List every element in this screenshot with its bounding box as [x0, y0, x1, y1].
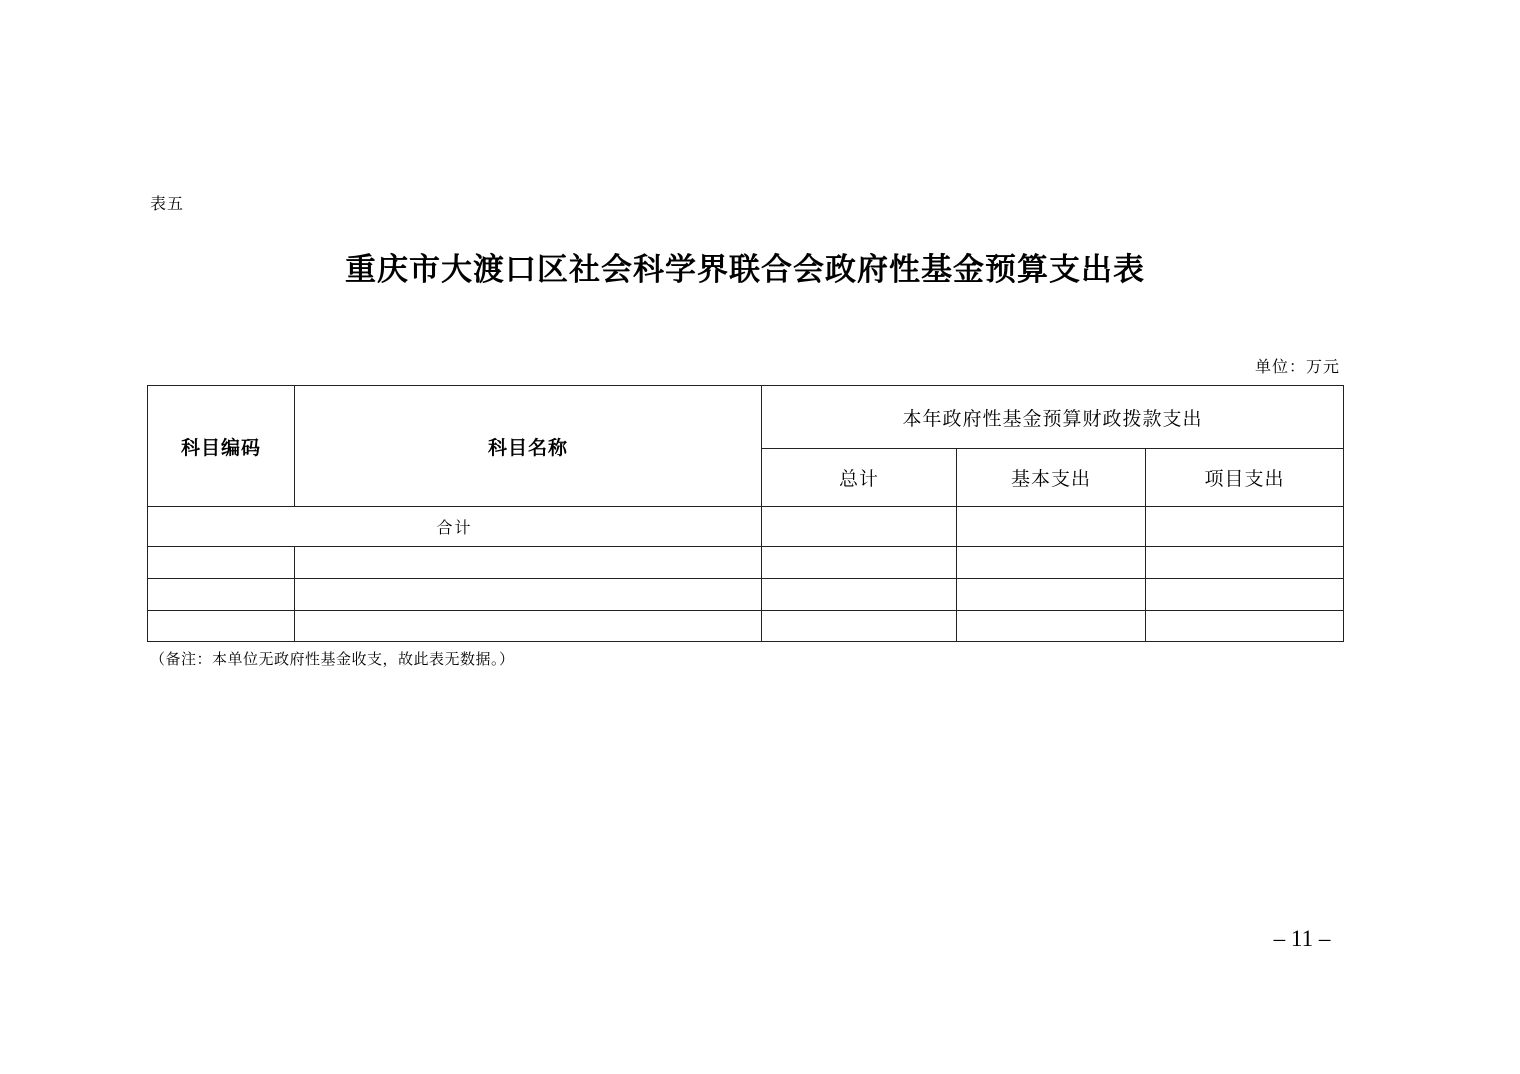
row-name	[295, 547, 762, 579]
row-basic	[957, 611, 1146, 642]
column-header-name: 科目名称	[295, 386, 762, 507]
column-header-code: 科目编码	[148, 386, 295, 507]
column-header-total: 总计	[762, 449, 957, 507]
row-basic	[957, 547, 1146, 579]
column-header-basic: 基本支出	[957, 449, 1146, 507]
total-row-label: 合计	[148, 507, 762, 547]
total-row-project	[1146, 507, 1344, 547]
page-number: – 11 –	[1273, 926, 1331, 951]
page-title: 重庆市大渡口区社会科学界联合会政府性基金预算支出表	[345, 252, 1145, 288]
table-label: 表五	[150, 194, 185, 213]
table-note: （备注：本单位无政府性基金收支，故此表无数据。）	[150, 650, 515, 668]
row-name	[295, 579, 762, 611]
row-total	[762, 611, 957, 642]
unit-label: 单位：万元	[1254, 357, 1340, 376]
row-project	[1146, 579, 1344, 611]
row-code	[148, 611, 295, 642]
total-row-basic	[957, 507, 1146, 547]
row-project	[1146, 611, 1344, 642]
row-project	[1146, 547, 1344, 579]
table-row	[148, 547, 1344, 579]
row-basic	[957, 579, 1146, 611]
table-row	[148, 611, 1344, 642]
total-row-total	[762, 507, 957, 547]
row-total	[762, 547, 957, 579]
row-code	[148, 579, 295, 611]
table-row	[148, 579, 1344, 611]
budget-table	[147, 385, 1344, 642]
row-code	[148, 547, 295, 579]
row-name	[295, 611, 762, 642]
column-header-project: 项目支出	[1146, 449, 1344, 507]
table-header-row	[148, 386, 1344, 449]
total-row	[148, 507, 1344, 547]
row-total	[762, 579, 957, 611]
column-group-header: 本年政府性基金预算财政拨款支出	[762, 386, 1344, 449]
